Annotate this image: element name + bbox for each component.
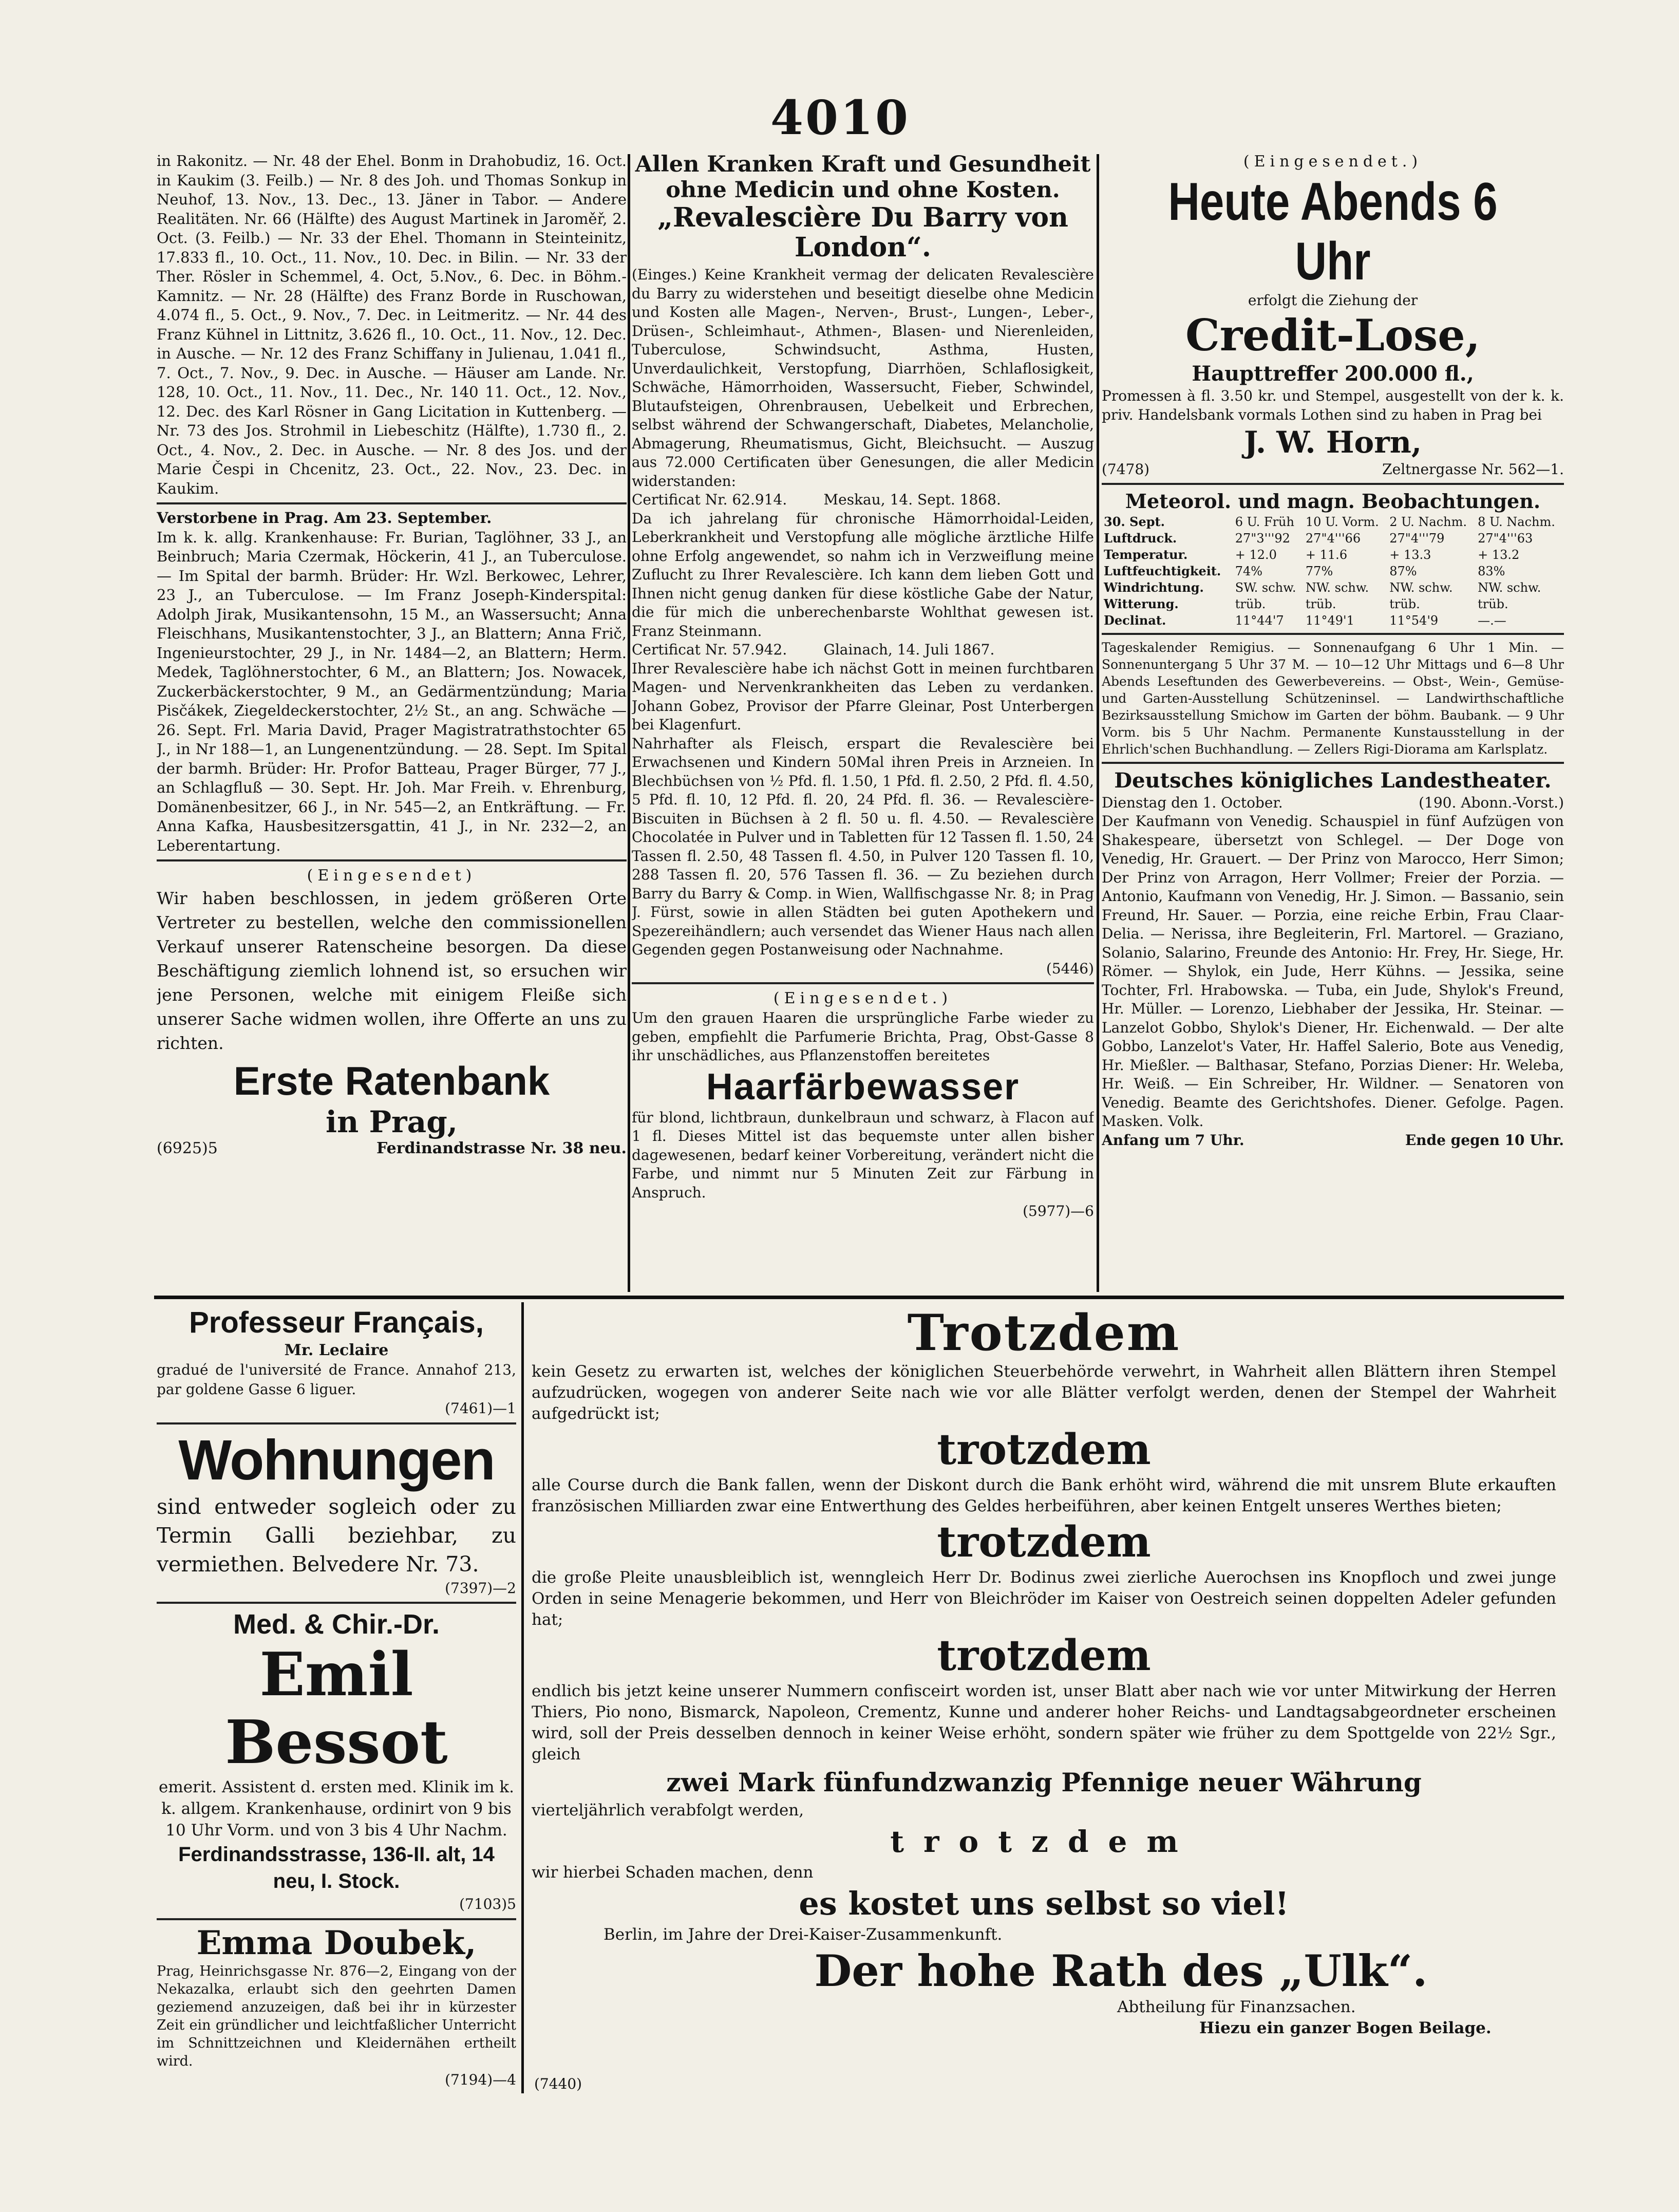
meteo-cell: Declinat.	[1104, 613, 1166, 628]
meteo-row	[1102, 530, 1564, 547]
ulk-text-4: endlich bis jetzt keine unserer Nummern confisceirt worden ist, unser Blatt aber nach wie vor unter Mitwirkung der Herren Thiers, Pio nono, Bismarck, Napoleon, Crementz, Kunne und anderer hoher Reichs- und Landtagsabgeordneter erscheinen wird, soll der Preis desselben dennoch in keiner Weise erhöht, sondern später wie früher zu dem Spottgelde von 22½ Sgr., gleich	[532, 1682, 1556, 1764]
ulk-costs: es kostet uns selbst so viel!	[799, 1885, 1289, 1922]
divider	[1102, 483, 1564, 485]
meteo-cell: 27"4'''66	[1305, 531, 1361, 546]
revalesciere-prices: Nahrhafter als Fleisch, erspart die Revalescière bei Erwachsenen und Kindern 50Mal ihren Preis in Arzneien. In Blechbüchsen von ½ Pfd. fl. 1.50, 1 Pfd. fl. 2.50, 2 Pfd. fl. 4.50, 5 Pfd. fl. 10, 12 Pfd. fl. 20, 24 Pfd. fl. 36. — Revalescière-Biscuiten in Büchsen à 2 fl. 50 u. fl. 4.50. — Revalescière Chocolatée in Pulver und in Tabletten für 12 Tassen fl. 1.50, 24 Tassen fl. 2.50, 48 Tassen fl. 4.50, in Pulver 120 Tassen fl. 10, 288 Tassen fl. 20, 576 Tassen fl. 36. — Zu beziehen durch Barry du Barry & Comp. in Wien, Wallfischgasse Nr. 8; in Prag J. Fürst, sowie in allen Städten bei guten Apothekern und Spezereihändlern; auch versendet das Wiener Haus nach allen Gegenden gegen Postanweisung oder Nachnahme.	[632, 735, 1094, 958]
meteo-cell: NW. schw.	[1305, 580, 1369, 595]
ulk-department: Abtheilung für Finanzsachen.	[1117, 1998, 1356, 2016]
professeur-title: Professeur Français,	[189, 1306, 484, 1339]
hair-title: Haarfärbewasser	[706, 1066, 1020, 1108]
emma-text: Prag, Heinrichsgasse Nr. 876—2, Eingang von der Nekazalka, erlaubt sich den geehrten Damen geziemend anzuzeigen, daß bei ihr in kürzester Zeit ein gründlicher und leichtfaßlicher Unterricht im Schnittzeichnen und Kleidernähen ertheilt wird.	[157, 1963, 516, 2069]
doctor-title: Med. & Chir.-Dr.	[233, 1609, 440, 1640]
theatre-end: Ende gegen 10 Uhr.	[1405, 1131, 1564, 1149]
certificate-2: Certificat Nr. 57.942. Glainach, 14. Juli 1867.	[632, 641, 995, 658]
horn-footer	[1102, 460, 1564, 479]
meteo-cell: —.—	[1478, 613, 1506, 628]
lottery-prize: Haupttreffer 200.000 fl.,	[1192, 362, 1474, 386]
emma-name: Emma Doubek,	[196, 1923, 477, 1962]
ratenbank-address: Ferdinandstrasse Nr. 38 neu.	[376, 1139, 627, 1157]
column-3	[1102, 152, 1564, 1292]
lottery-sub: erfolgt die Ziehung der	[1248, 292, 1418, 309]
hair-intro: Um den grauen Haaren die ursprüngliche Farbe wieder zu geben, empfiehlt die Parfumerie Brichta, Prag, Obst-Gasse 8 ihr unschädliches, aus Pflanzenstoffen bereitetes	[632, 1009, 1094, 1064]
meteo-cell: Temperatur.	[1104, 547, 1188, 562]
meteo-cell: Witterung.	[1104, 596, 1179, 611]
theatre-abonnement: (190. Abonn.-Vorst.)	[1419, 794, 1564, 811]
ulk-text-6: wir hierbei Schaden machen, denn	[532, 1863, 814, 1882]
meteo-cell: trüb.	[1478, 597, 1508, 611]
professeur-name: Mr. Leclaire	[284, 1341, 389, 1359]
column-rule-1	[628, 154, 630, 1292]
meteo-cell: NW. schw.	[1478, 580, 1541, 595]
theatre-times	[1102, 1131, 1564, 1150]
ratenbank-footer	[157, 1139, 627, 1158]
deaths-title: Verstorbene in Prag. Am 23. September.	[157, 509, 492, 527]
ratenbank-city: in Prag,	[326, 1104, 458, 1139]
meteo-cell: trüb.	[1235, 597, 1266, 611]
ratenbank-ref: (6925)5	[157, 1139, 218, 1157]
wohnungen-text: sind entweder sogleich oder zu Termin Galli beziehbar, zu vermiethen. Belvedere Nr. 73.	[157, 1494, 516, 1577]
page-number: 4010	[770, 90, 911, 145]
meteo-head-cell: 6 U. Früh	[1235, 515, 1294, 529]
testimonial-1: Da ich jahrelang für chronische Hämorrhoidal-Leiden, Leberkrankheit und Verstopfung alle mögliche ärztliche Hilfe ohne Erfolg angewendet, so nahm ich in Verzweiflung meine Zuflucht zu Ihrer Revalescière. Ich kann dem lieben Gott und Ihnen nicht genug danken für diese köstliche Gabe der Natur, die für mich die unberechenbarste Wohlthat gewesen ist. Franz Steinmann.	[632, 510, 1094, 640]
divider	[157, 502, 627, 504]
horn-address: Zeltnergasse Nr. 562—1.	[1382, 461, 1564, 478]
meteo-cell: 74%	[1235, 564, 1263, 578]
revalesciere-text: (Einges.) Keine Krankheit vermag der delicaten Revalescière du Barry zu widerstehen und beseitigt dieselbe ohne Medicin und Kosten alle Magen-, Nerven-, Brust-, Lungen-, Leber-, Drüsen-, Schleimhaut-, Athmen-, Blasen- und Nierenleiden, Tuberculose, Schwindsucht, Asthma, Husten, Unverdaulichkeit, Verstopfung, Diarrhöen, Schlaflosigkeit, Schwäche, Hämorrhoiden, Wassersucht, Fieber, Schwindel, Blutaufsteigen, Ohrenbrausen, Uebelkeit und Erbrechen, selbst während der Schwangerschaft, Diabetes, Melancholie, Abmagerung, Rheumatismus, Gicht, Bleichsucht. — Auszug aus 72.000 Certificaten über Genesungen, die aller Medicin widerstanden:	[632, 266, 1094, 490]
column-1	[157, 152, 627, 1292]
ulk-text-3: die große Pleite unausbleiblich ist, wenngleich Herr Dr. Bodinus zwei zierliche Auerochsen ins Knopfloch und zwei junge Orden in seine Menagerie bekommen, und Herr von Bleichröder im Kaiser von Oestreich seinen doppelten Adeler gefunden hat;	[532, 1568, 1556, 1629]
theatre-date: Dienstag den 1. October.	[1102, 794, 1283, 811]
meteo-cell: 27"3'''92	[1235, 531, 1290, 546]
meteo-row	[1102, 612, 1564, 629]
ulk-text-5: vierteljährlich verabfolgt werden,	[532, 1801, 804, 1820]
meteo-head-cell: 10 U. Vorm.	[1305, 515, 1379, 529]
theatre-cast: Der Kaufmann von Venedig. Schauspiel in fünf Aufzügen von Shakespeare, übersetzt von Schlegel. — Der Doge von Venedig, Hr. Grauert. — Der Prinz von Marocco, Herr Simon; Der Prinz von Arragon, Herr Vollmer; Freier der Porzia. — Antonio, Kaufmann von Venedig, Hr. J. Simon. — Bassanio, sein Freund, Hr. Sauer. — Porzia, eine reiche Erbin, Frau Claar-Delia. — Nerissa, ihre Begleiterin, Frl. Martorel. — Graziano, Solanio, Salarino, Freunde des Antonio: Hr. Frey, Hr. Siege, Hr. Römer. — Shylok, ein Jude, Herr Kühns. — Jessika, seine Tochter, Frl. Hrabowska. — Tuba, ein Jude, Shylok's Freund, Hr. Müller. — Lorenzo, Liebhaber der Jessika, Hr. Steinar. — Lanzelot Gobbo, Shylok's Diener, Hr. Eichenwald. — Der alte Gobbo, Lanzelot's Vater, Hr. Haffel Salerio, Bote aus Venedig, Hr. Mießler. — Balthasar, Stefano, Porzias Diener: Hr. Weleba, Hr. Weiß. — Ein Schreiber, Hr. Wildner. — Senatoren von Venedig. Beamte des Gerichtshofes. Diener. Gefolge. Pagen. Masken. Volk.	[1102, 813, 1564, 1130]
meteo-cell: 11°44'7	[1235, 613, 1284, 628]
doctor-name: Emil Bessot	[225, 1640, 448, 1777]
ulk-text-1: kein Gesetz zu erwarten ist, welches der königlichen Steuerbehörde verwehrt, in Wahrheit allen Blättern ihren Stempel aufzudrücken, wogegen von anderer Seite nach wie vor alle Blätter verfolgt werden, denen der Stempel der Wahrheit aufgedrückt ist;	[532, 1362, 1556, 1423]
meteo-cell: 87%	[1389, 564, 1417, 578]
meteo-cell: trüb.	[1305, 597, 1336, 611]
hair-text: für blond, lichtbraun, dunkelbraun und schwarz, à Flacon auf 1 fl. Dieses Mittel ist das bequemste unter allen bisher dagewesenen, bedarf keiner Vorbereitung, verändert nicht die Farbe, und nimmt nur 5 Minuten Zeit zur Färbung in Anspruch.	[632, 1109, 1094, 1201]
realty-notices: in Rakonitz. — Nr. 48 der Ehel. Bonm in Drahobudiz, 16. Oct. in Kaukim (3. Feilb.) — Nr. 8 des Joh. und Thomas Sonkup in Neuhof, 13. Nov., 13. Dec., 13. Jäner in Tabor. — Andere Realitäten. Nr. 66 (Hälfte) des August Martinek in Jaroměř, 2. Oct. (3. Feilb.) — Nr. 33 der Ehel. Thomann in Steinteinitz, 17.833 fl., 10. Oct., 11. Nov., 10. Dec. in Bilin. — Nr. 33 der Ther. Rösler in Schemmel, 4. Oct, 5.Nov., 6. Dec. in Böhm.-Kamnitz. — Nr. 28 (Hälfte) des Franz Borde in Ruschowan, 4.074 fl., 5. Oct., 9. Nov., 7. Dec. in Leitmeritz. — Nr. 44 des Franz Kühnel in Littnitz, 3.626 fl., 10. Oct., 11. Nov., 12. Dec. in Ausche. — Nr. 12 des Franz Schiffany in Julienau, 1.041 fl., 7. Oct., 7. Nov., 9. Dec. in Ausche. — Häuser am Lande. Nr. 128, 10. Oct., 11. Nov., 11. Dec., Nr. 140 11. Oct., 12. Nov., 12. Dec. des Karl Rösner in Gang Licitation in Kuttenberg. — Nr. 73 des Jos. Strohmil in Liebeschitz (Hälfte), 1.730 fl., 2. Oct., 4. Nov., 2. Dec. in Ausche. — Nr. 8 des Jos. und der Marie Čespi in Chcenitz, 23. Oct., 22. Nov., 23. Dec. in Kaukim.	[157, 152, 627, 497]
meteo-row	[1102, 563, 1564, 579]
doctor-address: Ferdinandsstrasse, 136-II. alt, 14 neu, I. Stock.	[178, 1843, 495, 1892]
ulk-advertisement	[532, 1305, 1556, 2091]
divider	[157, 1422, 516, 1424]
meteo-cell: 27"4'''79	[1389, 531, 1445, 546]
meteo-cell: Windrichtung.	[1104, 580, 1204, 595]
meteo-cell: + 12.0	[1235, 548, 1277, 562]
horn-ref: (7478)	[1102, 461, 1150, 478]
doctor-text: emerit. Assistent d. ersten med. Klinik im k. k. allgem. Krankenhause, ordinirt von 9 bis 10 Uhr Vorm. und von 3 bis 4 Uhr Nachm.	[159, 1778, 514, 1840]
trotzdem-heading-1: Trotzdem	[907, 1305, 1181, 1362]
bottom-left-column	[157, 1305, 516, 2091]
professeur-ref: (7461)—1	[445, 1400, 516, 1417]
meteo-cell: 77%	[1305, 564, 1333, 578]
eingesendet-label: (Eingesendet)	[307, 867, 477, 885]
day-calendar: Tageskalender Remigius. — Sonnenaufgang 6 Uhr 1 Min. — Sonnenuntergang 5 Uhr 37 M. — 10—12 Uhr Mittags und 6—8 Uhr Abends Leseftunden des Gewerbevereins. — Obst-, Wein-, Gemüse- und Garten-Ausstellung Schützeninsel. — Landwirthschaftliche Bezirksausstellung Smichow im Garten der böhm. Baubank. — 9 Uhr Vorm. bis 5 Uhr Nachm. Permanente Kunstausstellung in der Ehrlich'schen Buchhandlung. — Zellers Rigi-Diorama am Karlsplatz.	[1102, 640, 1564, 757]
wohnungen-title: Wohnungen	[178, 1428, 495, 1492]
ulk-berlin: Berlin, im Jahre der Drei-Kaiser-Zusammenkunft.	[603, 1925, 1003, 1944]
deaths-list: Im k. k. allg. Krankenhause: Fr. Burian, Taglöhner, 33 J., an Beinbruch; Maria Czermak, Höckerin, 41 J., an Tuberculose. — Im Spital der barmh. Brüder: Hr. Wzl. Berkowec, Lehrer, 23 J., an Tuberculose. — Im Franz Joseph-Kinderspital: Adolph Jirak, Musikantensohn, 15 M., an Wassersucht; Anna Fleischhans, Musikantenstochter, 3 J., an Blattern; Anna Frič, Ingenieurstochter, 29 J., in Nr. 1484—2, an Blattern; Herm. Medek, Taglöhnerstochter, 6 M., an Blattern; Jos. Nowacek, Zuckerbäckerstochter, 9 M., an Gedärmentzündung; Maria Pisčákek, Ziegeldeckerstochter, 2½ St., an ang. Schwäche — 26. Sept. Frl. Maria David, Prager Magistratrathstochter 65 J., in Nr 188—1, an Lungenentzündung. — 28. Sept. Im Spital der barmh. Brüder: Hr. Profor Batteau, Prager Bürger, 77 J., an Schlagfluß — 30. Sept. Hr. Joh. Mar Freih. v. Ehrenburg, Domänenbesitzer, 66 J., in Nr. 545—2, an Entkräftung. — Fr. Anna Kafka, Hausbesitzersgattin, 41 J., in Nr. 232—2, an Leberentartung.	[157, 528, 627, 854]
meteo-cell: + 13.2	[1478, 548, 1520, 562]
supplement-note: Hiezu ein ganzer Bogen Beilage.	[1199, 2019, 1492, 2037]
theatre-start: Anfang um 7 Uhr.	[1102, 1131, 1244, 1149]
meteo-cell: Luftfeuchtigkeit.	[1104, 564, 1221, 578]
meteo-table	[1102, 514, 1564, 629]
ulk-price: zwei Mark fünfundzwanzig Pfennige neuer Währung	[666, 1767, 1422, 1797]
ulk-signature: Der hohe Rath des „Ulk“.	[814, 1945, 1428, 1996]
meteo-header-row	[1102, 514, 1564, 530]
section-rule	[154, 1296, 1564, 1299]
meteo-head-cell: 2 U. Nachm.	[1389, 515, 1467, 529]
meteo-cell: + 13.3	[1389, 548, 1431, 562]
eingesendet-label: (Eingesendet.)	[773, 989, 953, 1007]
doctor-ref: (7103)5	[459, 1896, 516, 1913]
revalesciere-headline: Allen Kranken Kraft und Gesundheit ohne Medicin und ohne Kosten.	[635, 152, 1091, 203]
lottery-title: Heute Abends 6 Uhr	[1168, 172, 1498, 291]
theatre-title: Deutsches königliches Landestheater.	[1114, 768, 1552, 793]
horn-name: J. W. Horn,	[1243, 425, 1422, 460]
eingesendet-label: (Eingesendet.)	[1243, 153, 1423, 171]
revalesciere-ref: (5446)	[1046, 960, 1094, 977]
column-rule-2	[1097, 154, 1099, 1292]
meteo-cell: Luftdruck.	[1104, 531, 1177, 546]
divider	[1102, 633, 1564, 635]
meteo-row	[1102, 596, 1564, 612]
ratenbank-text: Wir haben beschlossen, in jedem größeren Orte Vertreter zu bestellen, welche den commissionellen Verkauf unserer Ratenscheine besorgen. Da diese Beschäftigung ziemlich lohnend ist, so ersuchen wir jene Personen, welche mit einigem Fleiße sich unserer Sache widmen wollen, ihre Offerte an uns zu richten.	[157, 888, 627, 1053]
revalesciere-title: „Revalescière Du Barry von London“.	[657, 202, 1068, 263]
meteo-cell: 11°49'1	[1305, 613, 1354, 628]
trotzdem-heading-4: trotzdem	[937, 1631, 1151, 1680]
meteo-cell: 27"4'''63	[1478, 531, 1533, 546]
divider	[632, 982, 1094, 984]
meteo-row	[1102, 547, 1564, 563]
meteo-head-cell: 30. Sept.	[1104, 514, 1165, 529]
meteo-cell: 11°54'9	[1389, 613, 1439, 628]
meteo-cell: SW. schw.	[1235, 580, 1296, 595]
testimonial-2: Ihrer Revalescière habe ich nächst Gott in meinen furchtbaren Magen- und Nervenkrankheiten das Leben zu verdanken. Johann Gobez, Provisor der Pfarre Gleinar, Post Unterbergen bei Klagenfurt.	[632, 660, 1094, 733]
emma-ref: (7194)—4	[445, 2071, 516, 2088]
trotzdem-heading-3: trotzdem	[937, 1517, 1151, 1567]
trotzdem-heading-5: trotzdem	[890, 1824, 1198, 1859]
meteo-cell: 83%	[1478, 564, 1505, 578]
wohnungen-ref: (7397)—2	[445, 1579, 516, 1597]
meteo-cell: + 11.6	[1305, 548, 1348, 562]
divider	[157, 859, 627, 861]
ulk-ref: (7440)	[534, 2075, 582, 2092]
hair-ref: (5977)—6	[1023, 1203, 1094, 1220]
meteo-cell: trüb.	[1389, 597, 1420, 611]
column-2	[632, 152, 1094, 1292]
bottom-column-rule	[521, 1302, 524, 2093]
meteo-title: Meteorol. und magn. Beobachtungen.	[1125, 490, 1541, 513]
credit-lose-title: Credit-Lose,	[1185, 310, 1480, 361]
meteo-head-cell: 8 U. Nachm.	[1478, 515, 1555, 529]
theatre-date-line	[1102, 794, 1564, 812]
trotzdem-heading-2: trotzdem	[937, 1425, 1151, 1474]
certificate-1: Certificat Nr. 62.914. Meskau, 14. Sept. 1868.	[632, 491, 1001, 508]
ulk-text-2: alle Course durch die Bank fallen, wenn der Diskont durch die Bank erhöht wird, während die mit unsrem Blute erkauften französischen Milliarden zwar eine Entwerthung des Geldes herbeiführen, aber keinen Entgelt unseres Werthes bieten;	[532, 1476, 1556, 1515]
meteo-row	[1102, 579, 1564, 596]
divider	[1102, 762, 1564, 764]
divider	[157, 1602, 516, 1604]
ratenbank-name: Erste Ratenbank	[233, 1058, 550, 1103]
meteo-cell: NW. schw.	[1389, 580, 1453, 595]
divider	[157, 1918, 516, 1920]
lottery-text: Promessen à fl. 3.50 kr. und Stempel, ausgestellt von der k. k. priv. Handelsbank vormals Lothen sind zu haben in Prag bei	[1102, 387, 1564, 423]
professeur-text: gradué de l'université de France. Annahof 213, par goldene Gasse 6 liguer.	[157, 1361, 516, 1398]
